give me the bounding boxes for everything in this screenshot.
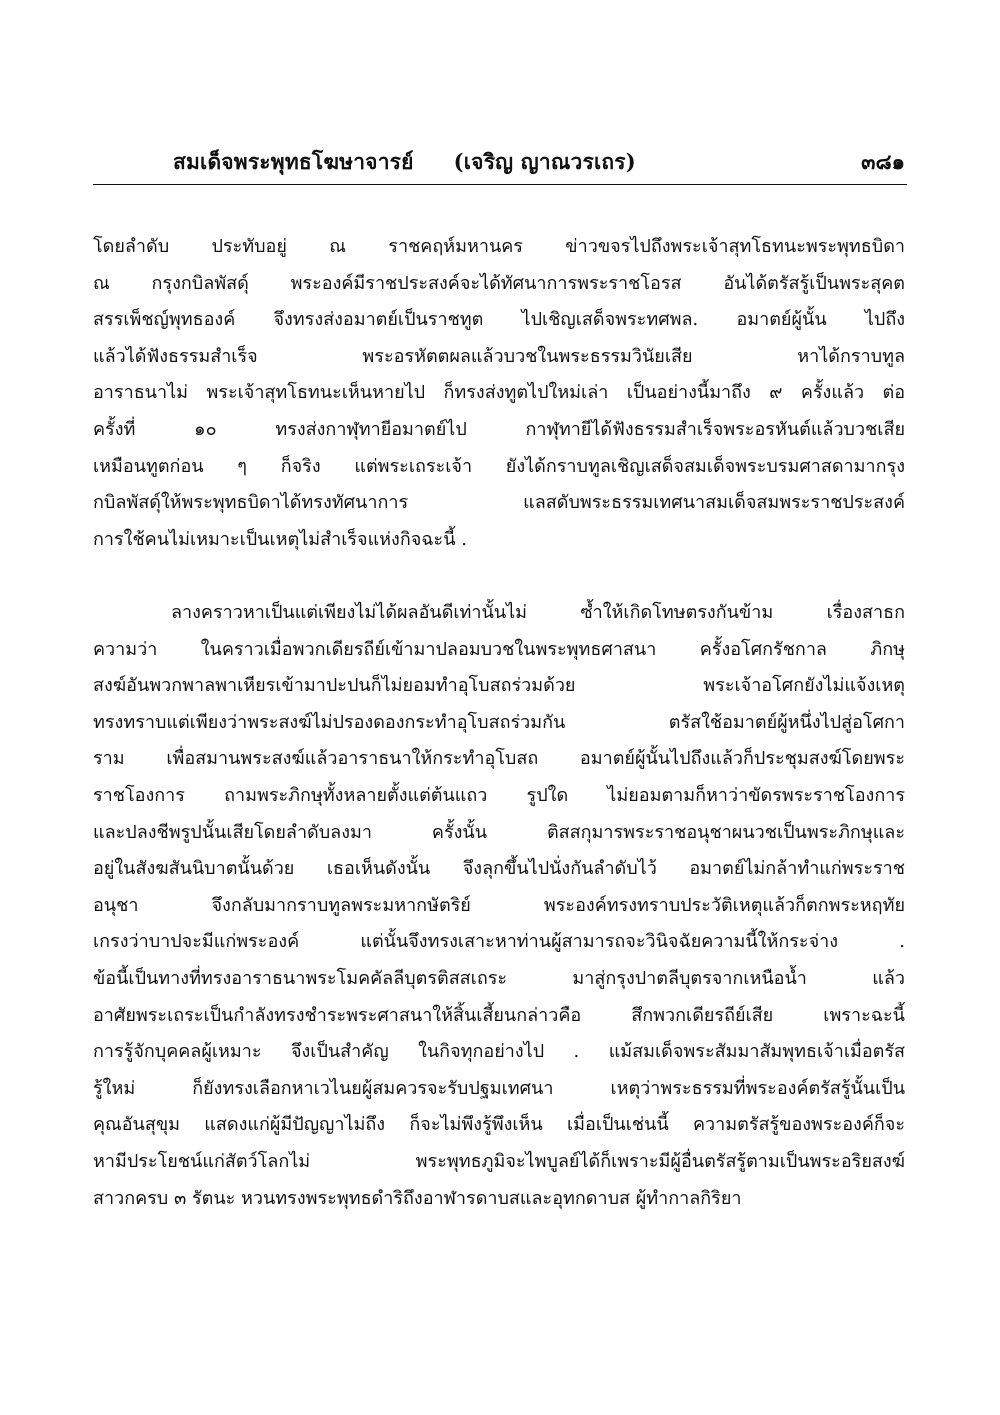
- paragraph-2: [93, 595, 905, 1217]
- paragraph-1: [93, 229, 905, 558]
- text-line: สรรเพ็ชญ์พุทธองค์ จึงทรงส่งอมาตย์เป็นราชทูต ไปเชิญเสด็จพระทศพล. อมาตย์ผู้นั้น ไปถึง: [93, 309, 905, 331]
- header-title: [173, 146, 636, 179]
- text-line: ความว่า ในคราวเมื่อพวกเดียรถีย์เข้ามาปลอมบวชในพระพุทธศาสนา ครั้งอโศกรัชกาล ภิกษุ: [93, 638, 905, 660]
- text-line: การใช้คนไม่เหมาะเป็นเหตุไม่สำเร็จแห่งกิจฉะนี้ .: [93, 528, 467, 550]
- text-line: ทรงทราบแต่เพียงว่าพระสงฆ์ไม่ปรองดองกระทำอุโบสถร่วมกัน ตรัสใช้อมาตย์ผู้หนึ่งไปสู่อโศกา: [93, 711, 905, 733]
- text-line: ลางคราวหาเป็นแต่เพียงไม่ได้ผลอันดีเท่านั้นไม่ ซ้ำให้เกิดโทษตรงกันข้าม เรื่องสาธก: [171, 602, 905, 623]
- text-line: ราม เพื่อสมานพระสงฆ์แล้วอาราธนาให้กระทำอุโบสถ อมาตย์ผู้นั้นไปถึงแล้วก็ประชุมสงฆ์โดยพระ: [93, 748, 905, 770]
- text-line: ณ กรุงกบิลพัสดุ์ พระองค์มีราชประสงค์จะได้ทัศนาการพระราชโอรส อันได้ตรัสรู้เป็นพระสุคต: [93, 272, 905, 294]
- text-line: ราชโองการ ถามพระภิกษุทั้งหลายตั้งแต่ต้นแถว รูปใด ไม่ยอมตามก็หาว่าขัดรพระราชโองการ: [93, 784, 905, 806]
- text-line: สาวกครบ ๓ รัตนะ หวนทรงพระพุทธดำริถึงอาฬารดาบสและอุทกดาบส ผู้ทำกาลกิริยา: [93, 1187, 742, 1209]
- text-line: หามีประโยชน์แก่สัตว์โลกไม่ พระพุทธภูมิจะไพบูลย์ได้ก็เพราะมีผู้อื่นตรัสรู้ตามเป็นพระอริยสงฆ์: [93, 1150, 905, 1172]
- text-line: รู้ใหม่ ก็ยังทรงเลือกหาเวไนยผู้สมควรจะรับปฐมเทศนา เหตุว่าพระธรรมที่พระองค์ตรัสรู้นั้นเป็น: [93, 1077, 905, 1099]
- header-title-person: (เจริญ ญาณวรเถร): [453, 149, 636, 174]
- text-line: สงฆ์อันพวกพาลพาเหียรเข้ามาปะปนก็ไม่ยอมทำอุโบสถร่วมด้วย พระเจ้าอโศกยังไม่แจ้งเหตุ: [93, 675, 905, 697]
- text-line: อาศัยพระเถระเป็นกำลังทรงชำระพระศาสนาให้สิ้นเสี้ยนกล่าวคือ สึกพวกเดียรถีย์เสีย เพราะฉะนี้: [93, 1004, 905, 1026]
- text-line: การรู้จักบุคคลผู้เหมาะ จึงเป็นสำคัญ ในกิจทุกอย่างไป . แม้สมเด็จพระสัมมาสัมพุทธเจ้าเมื่อตรัส: [93, 1041, 905, 1063]
- header-title-name: สมเด็จพระพุทธโฆษาจารย์: [173, 149, 414, 174]
- text-line: อาราธนาไม่ พระเจ้าสุทโธทนะเห็นหายไป ก็ทรงส่งทูตไปใหม่เล่า เป็นอย่างนี้มาถึง ๙ ครั้งแล้ว ต่อ: [93, 382, 905, 404]
- running-header: [93, 146, 907, 185]
- text-line: แล้วได้ฟังธรรมสำเร็จ พระอรหัตตผลแล้วบวชในพระธรรมวินัยเสีย หาได้กราบทูล: [93, 345, 905, 367]
- text-line: โดยลำดับ ประทับอยู่ ณ ราชคฤห์มหานคร ข่าวขจรไปถึงพระเจ้าสุทโธทนะพระพุทธบิดา: [93, 236, 905, 257]
- page-number: ๓๘๑: [861, 149, 905, 174]
- text-line: อยู่ในสังฆสันนิบาตนั้นด้วย เธอเห็นดังนั้น จึงลุกขึ้นไปนั่งกันลำดับไว้ อมาตย์ไม่กล้าทำแก่พระราช: [93, 858, 905, 880]
- text-line: เกรงว่าบาปจะมีแก่พระองค์ แต่นั้นจึงทรงเสาะหาท่านผู้สามารถจะวินิจฉัยความนี้ให้กระจ่าง .: [93, 931, 905, 953]
- text-line: กบิลพัสดุ์ให้พระพุทธบิดาได้ทรงทัศนาการ แลสดับพระธรรมเทศนาสมเด็จสมพระราชประสงค์: [93, 492, 905, 514]
- text-line: ข้อนี้เป็นทางที่ทรงอาราธนาพระโมคคัลลีบุตรติสสเถระ มาสู่กรุงปาตลีบุตรจากเหนือน้ำ แล้ว: [93, 967, 905, 989]
- text-line: ครั้งที่ ๑๐ ทรงส่งกาฬุทายีอมาตย์ไป กาฬุทายีได้ฟังธรรมสำเร็จพระอรหันต์แล้วบวชเสีย: [93, 418, 905, 440]
- text-line: คุณอันสุขุม แสดงแก่ผู้มีปัญญาไม่ถึง ก็จะไม่พึงรู้พึงเห็น เมื่อเป็นเช่นนี้ ความตรัสรู้ของพระองค์ก็จะ: [93, 1114, 905, 1136]
- text-line: อนุชา จึงกลับมากราบทูลพระมหากษัตริย์ พระองค์ทรงทราบประวัติเหตุแล้วก็ตกพระหฤทัย: [93, 894, 905, 916]
- text-line: เหมือนทูตก่อน ๆ ก็จริง แต่พระเถระเจ้า ยังได้กราบทูลเชิญเสด็จสมเด็จพระบรมศาสดามากรุง: [93, 455, 905, 477]
- text-line: และปลงชีพรูปนั้นเสียโดยลำดับลงมา ครั้งนั้น ติสสกุมารพระราชอนุชาผนวชเป็นพระภิกษุและ: [93, 821, 905, 843]
